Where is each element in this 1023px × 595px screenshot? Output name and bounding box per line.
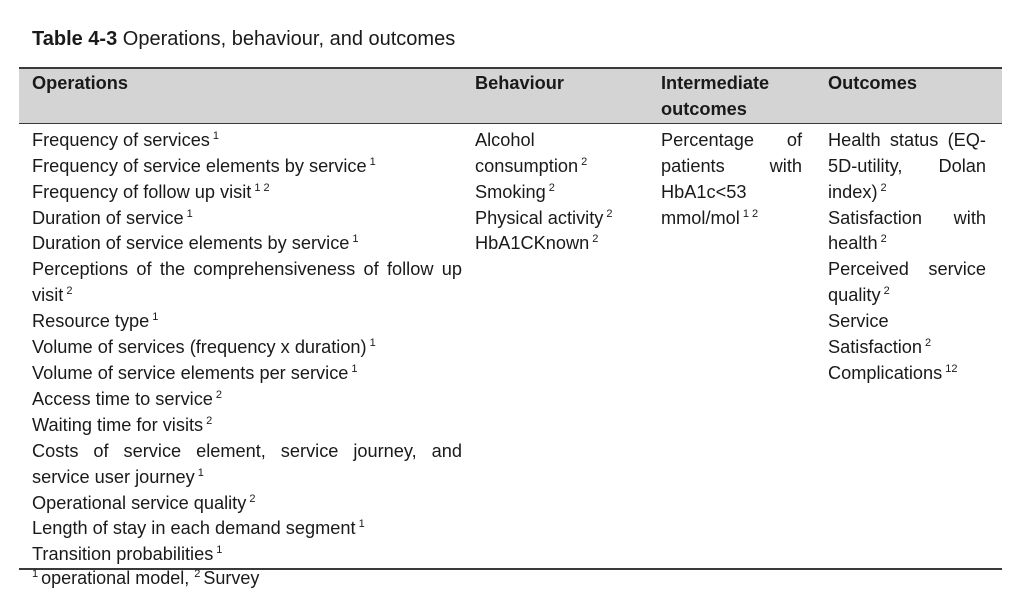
footnote-marker-2: 2 (194, 568, 201, 580)
list-item: Perceptions of the comprehensiveness of follow up visit $^2$ (32, 259, 462, 306)
behaviour-cell (462, 123, 648, 569)
list-item: Duration of service elements by service $^1$ (32, 233, 359, 254)
list-item: Costs of service element, service journey, and service user journey $^1$ (32, 440, 462, 487)
list-item: Access time to service $^2$ (32, 388, 223, 409)
operations-cell (19, 123, 462, 569)
list-item: Smoking $^2$ (475, 181, 555, 202)
table-header-row (19, 68, 1002, 123)
header-behaviour: Behaviour (475, 73, 564, 93)
outcomes-cell (815, 123, 1002, 569)
header-operations: Operations (32, 73, 129, 93)
list-item: Volume of services (frequency x duration) $^1$ (32, 337, 376, 358)
table-footnote (32, 566, 259, 590)
list-item: HbA1CKnown $^2$ (475, 233, 599, 254)
table-caption-text: Operations, behaviour, and outcomes (122, 28, 456, 50)
footnote-text-1: operational model, (41, 568, 190, 588)
list-item: Frequency of services $^1$ (32, 129, 220, 150)
outcomes-table (19, 67, 1002, 570)
table-caption-label: Table 4-3 (32, 28, 118, 50)
list-item: Perceived service quality $^2$ (828, 259, 986, 306)
list-item: Waiting time for visits $^2$ (32, 414, 213, 435)
list-item: Service Satisfaction $^2$ (828, 311, 932, 358)
list-item: Complications $^{12}$ (828, 362, 958, 383)
table-caption (32, 26, 455, 52)
list-item: Resource type $^1$ (32, 311, 159, 332)
footnote-text-2: Survey (203, 568, 260, 588)
list-item: Frequency of follow up visit $^{1 2}$ (32, 181, 270, 202)
list-item: Percentage of patients with HbA1c<53 mmol/mol $^{1 2}$ (661, 129, 802, 228)
footnote-marker-1: 1 (32, 568, 39, 580)
list-item: Transition probabilities $^1$ (32, 544, 223, 565)
list-item: Health status (EQ-5D-utility, Dolan index) $^2$ (828, 129, 986, 202)
intermediate-outcomes-cell (648, 123, 815, 569)
list-item: Duration of service $^1$ (32, 207, 193, 228)
header-intermediate-outcomes: Intermediate outcomes (661, 73, 770, 119)
list-item: Satisfaction with health $^2$ (828, 207, 986, 254)
list-item: Operational service quality $^2$ (32, 492, 256, 513)
header-outcomes: Outcomes (828, 73, 917, 93)
list-item: Physical activity $^2$ (475, 207, 613, 228)
list-item: Length of stay in each demand segment $^1$ (32, 518, 365, 539)
list-item: Alcohol consumption $^2$ (475, 129, 588, 176)
list-item: Frequency of service elements by service $^1$ (32, 155, 376, 176)
list-item: Volume of service elements per service $^1$ (32, 362, 358, 383)
table-body-row (19, 123, 1002, 569)
